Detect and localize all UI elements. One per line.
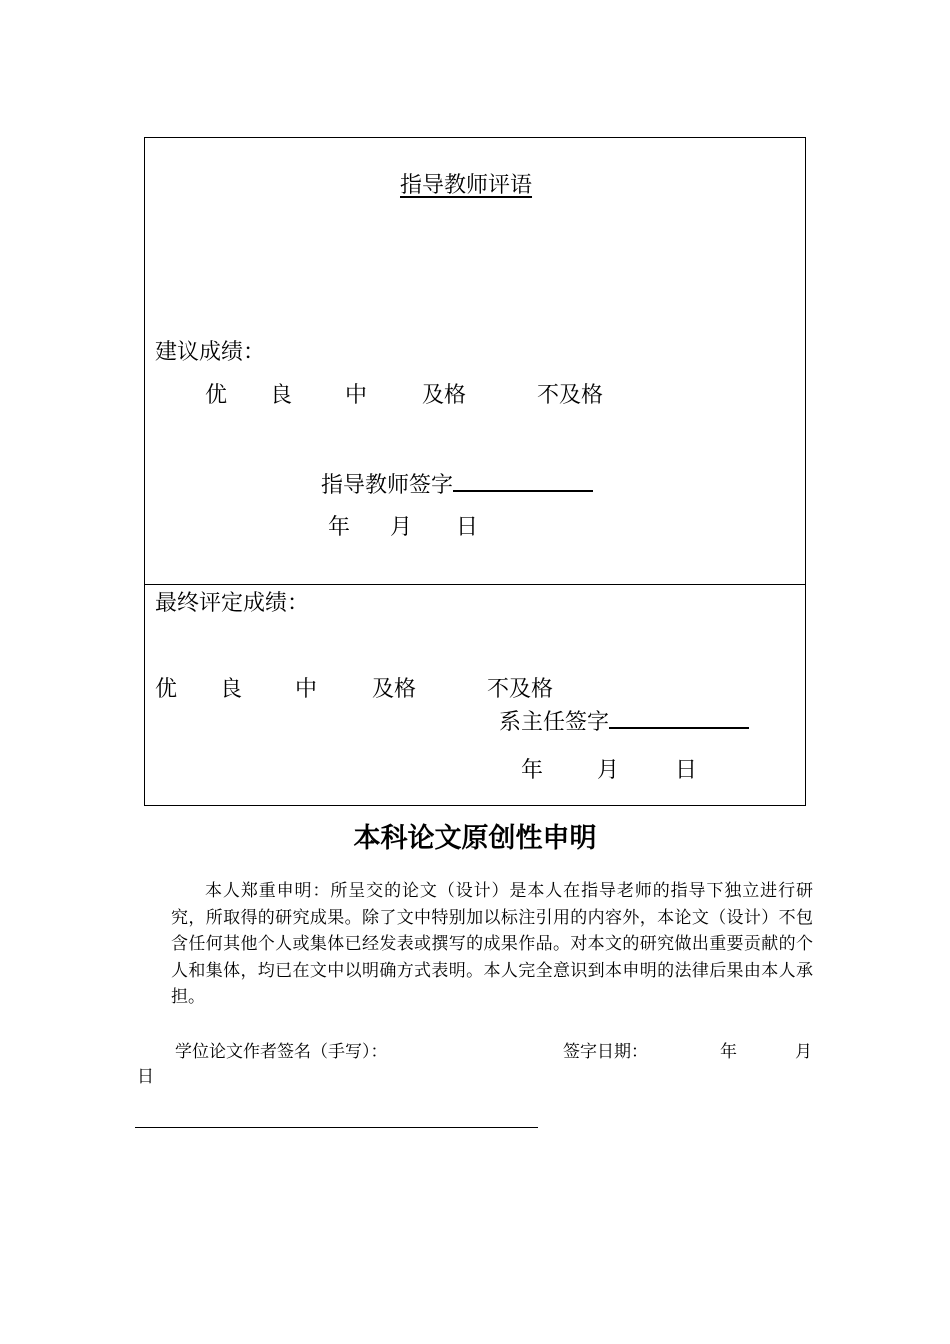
advisor-date-day: 日 bbox=[456, 515, 479, 540]
grade-option-excellent[interactable]: 优 bbox=[205, 383, 228, 408]
advisor-date-month: 月 bbox=[390, 515, 413, 540]
final-grade-option-medium[interactable]: 中 bbox=[295, 677, 318, 702]
dept-head-signature-line[interactable] bbox=[609, 707, 749, 729]
advisor-signature-line[interactable] bbox=[453, 470, 593, 492]
grade-option-pass[interactable]: 及格 bbox=[422, 383, 467, 408]
footnote-rule bbox=[135, 1127, 538, 1128]
sign-date-day: 日 bbox=[137, 1067, 154, 1087]
advisor-date-year: 年 bbox=[328, 515, 351, 540]
advisor-signature-label: 指导教师签字 bbox=[321, 473, 454, 498]
table-divider bbox=[145, 584, 805, 585]
advisor-signature-row bbox=[321, 470, 593, 499]
final-date-month: 月 bbox=[597, 758, 620, 783]
evaluation-table bbox=[144, 137, 806, 806]
final-grade-option-pass[interactable]: 及格 bbox=[372, 677, 417, 702]
sign-date-month: 月 bbox=[795, 1042, 812, 1062]
declaration-title: 本科论文原创性申明 bbox=[353, 823, 597, 854]
dept-head-signature-label: 系主任签字 bbox=[499, 710, 610, 735]
grade-option-medium[interactable]: 中 bbox=[345, 383, 368, 408]
sign-date-label: 签字日期： bbox=[563, 1042, 648, 1062]
final-grade-option-fail[interactable]: 不及格 bbox=[487, 677, 554, 702]
dept-head-signature-row bbox=[499, 707, 749, 736]
author-signature-label: 学位论文作者签名（手写）： bbox=[175, 1042, 388, 1062]
declaration-body: 本人郑重申明：所呈交的论文（设计）是本人在指导老师的指导下独立进行研究，所取得的研究成果。除了文中特别加以标注引用的内容外，本论文（设计）不包含任何其他个人或集体已经发表或撰写的成果作品。对本文的研究做出重要贡献的个人和集体，均已在文中以明确方式表明。本人完全意识到本申明的法律后果由本人承担。 bbox=[171, 881, 813, 1007]
final-date-day: 日 bbox=[675, 758, 698, 783]
grade-option-fail[interactable]: 不及格 bbox=[537, 383, 604, 408]
advisor-comments-title: 指导教师评语 bbox=[400, 173, 533, 198]
sign-date-year: 年 bbox=[720, 1042, 737, 1062]
final-grade-label: 最终评定成绩： bbox=[155, 591, 310, 616]
suggested-grade-label: 建议成绩： bbox=[155, 340, 266, 365]
final-date-year: 年 bbox=[521, 758, 544, 783]
grade-option-good[interactable]: 良 bbox=[270, 383, 293, 408]
final-grade-option-excellent[interactable]: 优 bbox=[155, 677, 178, 702]
final-grade-option-good[interactable]: 良 bbox=[220, 677, 243, 702]
